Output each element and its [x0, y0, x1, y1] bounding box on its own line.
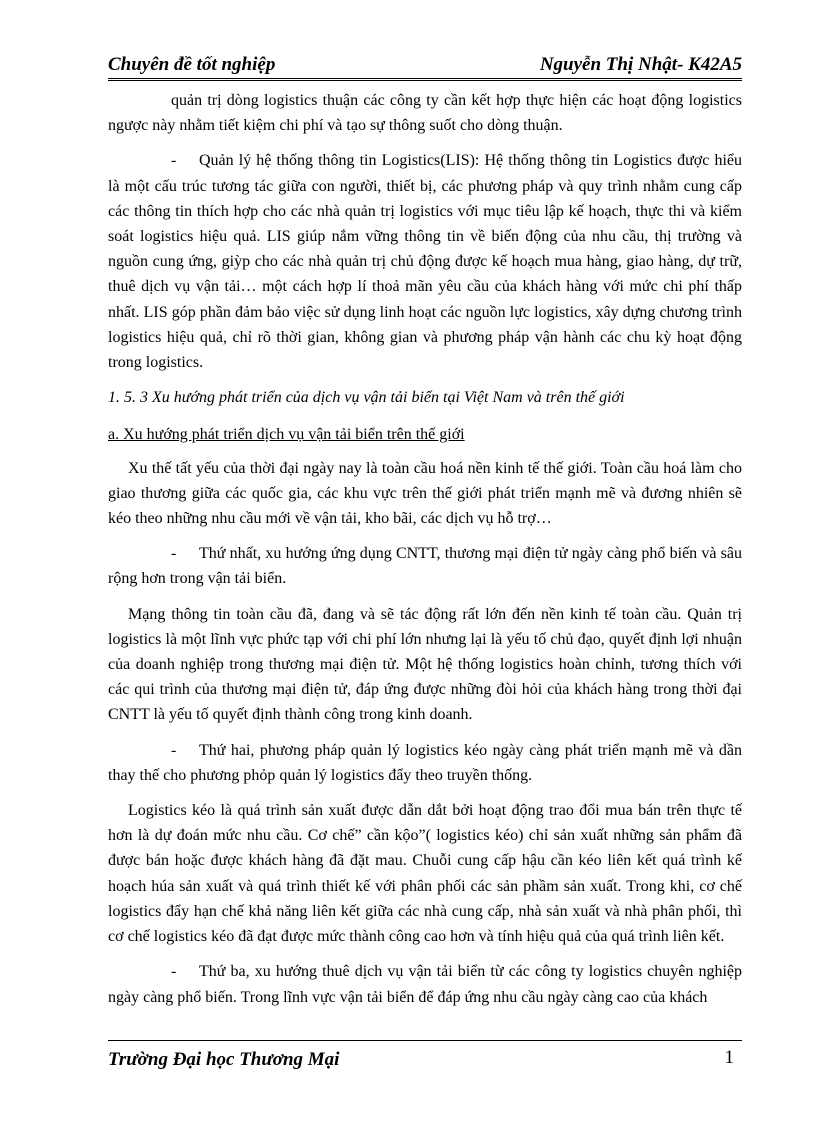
bullet-lis-text: Quản lý hệ thống thông tin Logistics(LIS): Hệ thống thông tin Logistics được hiểu là một cấu trúc tương tác giữa con người, thiết bị, các phương pháp và quy trình nhằm cung cấp các thông tin thích hợp cho các nhà quản trị logistics với mục tiêu lập kế hoạch, thực thi và kiểm soát logistics hiệu quả. LIS giúp nắm vững thông tin về biến động của nhu cầu, thị trường và nguồn cung ứng, giỳp cho các nhà quản trị chủ động được kế hoạch mua hàng, giao hàng, dự trữ, thuê dịch vụ vận tải… một cách hợp lí thoả mãn yêu cầu của khách hàng với mức chi phí thấp nhất. LIS góp phần đảm bảo việc sử dụng linh hoạt các nguồn lực logistics, xây dựng chương trình logistics hiệu quả, chỉ rõ thời gian, không gian và phương pháp vận hành các chu kỳ hoạt động trong logistics. — [108, 152, 742, 372]
paragraph-pull-logistics: Logistics kéo là quá trình sản xuất được dẫn dắt bởi hoạt động trao đổi mua bán trên thực tế hơn là dự đoán mức nhu cầu. Cơ chế” cần kộo”( logistics kéo) chỉ sản xuất những sản phẩm đã được bán hoặc được khách hàng đã đặt mau. Chuỗi cung cấp hậu cần kéo liên kết quá trình kế hoạch húa sản xuất và quá trình thiết kế với phân phối các sản phầm sản xuất. Trong khi, cơ chế logistics đẩy hạn chế khả năng liên kết giữa các nhà cung cấp, nhà sản xuất và nhà phân phối, thì cơ chế logistics kéo đã đạt được mức thành công cao hơn và tính hiệu quả của quá trình liên kết. — [108, 802, 742, 946]
bullet-second-trend-text: Thứ hai, phương pháp quản lý logistics kéo ngày càng phát triển mạnh mẽ và dần thay thế cho phương phỏp quản lý logistics đẩy theo truyền thống. — [108, 741, 742, 784]
subsection-heading: a. Xu hướng phát triển dịch vụ vận tải biển trên thế giới — [108, 426, 465, 444]
footer-university: Trường Đại học Thương Mại — [108, 1049, 340, 1070]
paragraph-information-network: Mạng thông tin toàn cầu đã, đang và sẽ tác động rất lớn đến nền kinh tế toàn cầu. Quản trị logistics là một lĩnh vực phức tạp với chi phí lớn nhưng lại là yếu tố chủ đạo, quyết định lợi nhuận của doanh nghiệp trong thương mại điện tử. Một hệ thống logistics hoàn chỉnh, tương thích với các qui trình của thương mại điện tử, đáp ứng được những đòi hỏi của khách hàng trong thời đại CNTT là yếu tố quyết định thành công trong kinh doanh. — [108, 605, 742, 724]
bullet-third-trend-text: Thứ ba, xu hướng thuê dịch vụ vận tải biển từ các công ty logistics chuyên nghiệp ngày càng phổ biến. Trong lĩnh vực vận tải biển để đáp ứng nhu cầu ngày càng cao của khách — [108, 963, 742, 1006]
bullet-first-trend-text: Thứ nhất, xu hướng ứng dụng CNTT, thương mại điện tử ngày càng phổ biến và sâu rộng hơn trong vận tải biển. — [108, 545, 742, 588]
bullet-third-trend — [108, 959, 742, 1009]
bullet-dash: - — [171, 741, 177, 759]
page-body — [108, 88, 742, 1020]
bullet-second-trend — [108, 738, 742, 788]
header-document-type: Chuyên đề tốt nghiệp — [108, 54, 276, 75]
bullet-dash: - — [171, 152, 177, 170]
paragraph-continuation: quản trị dòng logistics thuận các công ty cần kết hợp thực hiện các hoạt động logistics ngược này nhằm tiết kiệm chi phí và tạo sự thông suốt cho dòng thuận. — [108, 92, 742, 135]
header-author: Nguyễn Thị Nhật- K42A5 — [539, 54, 742, 75]
bullet-dash: - — [171, 545, 177, 563]
page-header — [108, 52, 742, 81]
bullet-dash: - — [171, 963, 177, 981]
bullet-lis — [108, 148, 742, 375]
paragraph-globalization: Xu thế tất yếu của thời đại ngày nay là toàn cầu hoá nền kinh tế thế giới. Toàn cầu hoá làm cho giao thương giữa các quốc gia, các khu vực trên thế giới phát triển mạnh mẽ và đương nhiên sẽ kéo theo những nhu cầu mới về vận tải, kho bãi, các dịch vụ hỗ trợ… — [108, 459, 742, 528]
bullet-first-trend — [108, 541, 742, 591]
page-footer — [108, 1040, 742, 1077]
page-number: 1 — [724, 1047, 734, 1068]
section-heading: 1. 5. 3 Xu hướng phát triển của dịch vụ vận tải biển tại Việt Nam và trên thế giới — [108, 389, 625, 407]
